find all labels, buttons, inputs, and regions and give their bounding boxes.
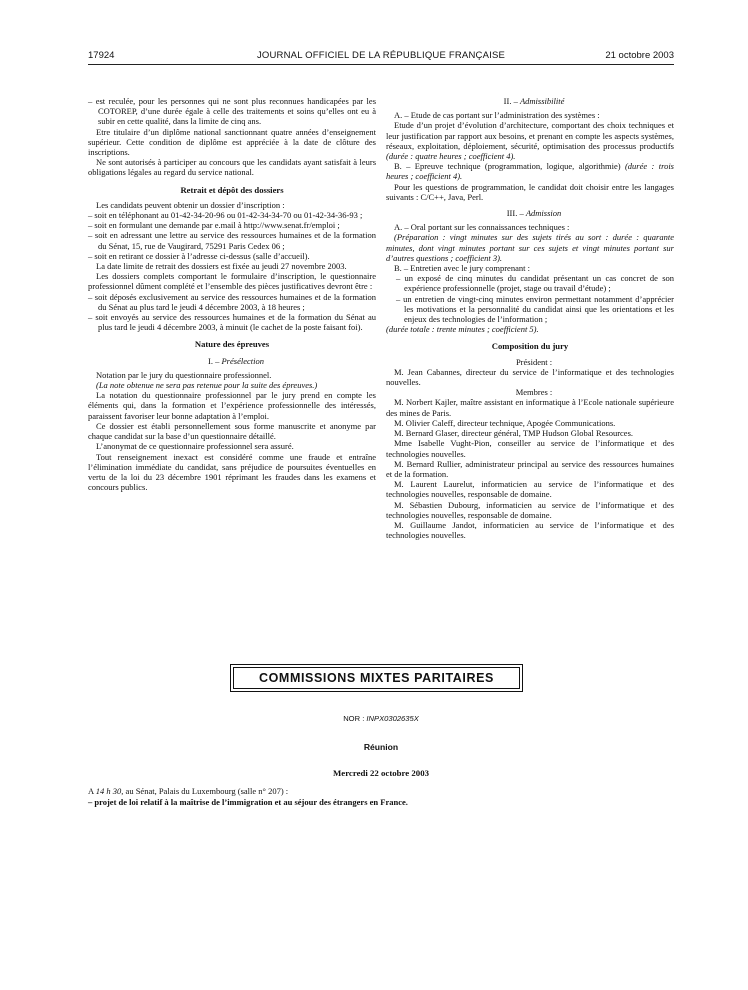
dash-expose: – un exposé de cinq minutes du candidat présentant un cas concret de son expérience professionnelle (projet, stage ou travail d’étude) ; — [396, 273, 674, 294]
heading-composition-jury: Composition du jury — [491, 341, 569, 352]
jury-member: M. Bernard Glaser, directeur général, TMP Hudson Global Resources. — [394, 428, 634, 439]
dash-lettre: – soit en adressant une lettre au service des ressources humaines et de la formation du Sénat, 15, rue de Vaugirard, 75291 Paris Cedex 06 ; — [88, 230, 376, 251]
location-rest: , au Sénat, Palais du Luxembourg (salle n° 207) : — [121, 786, 289, 796]
section-title: Admission — [525, 208, 562, 219]
paragraph-langages: Pour les questions de programmation, le candidat doit choisir entre les langages suivants : C/C++, Java, Perl. — [386, 181, 674, 202]
section-number: II. – — [503, 96, 520, 106]
paragraph-fraude: Tout renseignement inexact est considéré comme une fraude et entraîne l’élimination immédiate du candidat, sans préjudice de poursuites éventuelles en vertu de la loi du 23 décembre 1901 réprimant les fraudes dans les examens et concours publics. — [88, 451, 376, 493]
left-column — [88, 96, 376, 492]
reunion-heading: Réunion — [363, 742, 399, 752]
jury-member: M. Guillaume Jandot, informaticien au service de l’informatique et des technologies nouvelles. — [386, 519, 674, 541]
dash-retirant: – soit en retirant ce dossier à l’adresse ci-dessus (salle d’accueil). — [88, 250, 310, 261]
projet-text: Etude d’un projet d’évolution d’architecture, comportant des choix techniques et leur justification par rapport aux besoins, et prenant en compte les aspects systèmes, réseaux, exploitation, déploiement, sécurité, optimisation des processus productifs — [386, 120, 674, 151]
dash-entretien: – un entretien de vingt-cinq minutes environ permettant notamment d’apprécier les motivations et la personnalité du candidat ainsi que les orientations et les enjeux des technologies de l’information ; — [396, 293, 674, 325]
section-admission-title — [386, 208, 674, 218]
epreuve-duree: (durée : trois heures ; coefficient 4). — [386, 161, 674, 182]
label-membres: Membres : — [515, 387, 553, 398]
issue-date: 21 octobre 2003 — [605, 50, 674, 61]
heading-nature-epreuves: Nature des épreuves — [194, 339, 270, 350]
heading-retrait-depot: Retrait et dépôt des dossiers — [180, 184, 284, 195]
section-preselection-title — [88, 356, 376, 366]
jury-member: M. Sébastien Dubourg, informaticien au service de l’informatique et des technologies nouvelles, responsable de domaine. — [386, 499, 674, 520]
dash-telephone: – soit en téléphonant au 01-42-34-20-96 ou 01-42-34-34-70 ou 01-42-34-36-93 ; — [88, 210, 363, 221]
right-column — [386, 96, 674, 540]
paragraph-duree-totale: (durée totale : trente minutes ; coefficient 5). — [386, 324, 539, 335]
meeting-location — [88, 786, 674, 796]
dash-envoyes: – soit envoyés au service des ressources humaines et de la formation du Sénat au plus tard le jeudi 4 décembre 2003, à minuit (le cachet de la poste faisant foi). — [88, 312, 376, 333]
journal-title: JOURNAL OFFICIEL DE LA RÉPUBLIQUE FRANÇAISE — [256, 50, 506, 61]
label-president: Président : — [515, 356, 553, 367]
page-number: 17924 — [88, 50, 115, 61]
projet-duree: (durée : quatre heures ; coefficient 4). — [386, 151, 516, 162]
dash-email: – soit en formulant une demande par e.mail à http://www.senat.fr/emploi ; — [88, 220, 340, 231]
paragraph-anonymat: L’anonymat de ce questionnaire professionnel sera assuré. — [96, 441, 294, 452]
paragraph-projet — [386, 120, 674, 161]
paragraph-service-national: Ne sont autorisés à participer au concours que les candidats ayant satisfait à leurs obligations légales au regard du service national. — [88, 157, 376, 178]
paragraph-note-italic: (La note obtenue ne sera pas retenue pour la suite des épreuves.) — [96, 380, 318, 391]
paragraph-entretien: B. – Entretien avec le jury comprenant : — [394, 263, 530, 274]
paragraph-preparation: (Préparation : vingt minutes sur des sujets tirés au sort : durée : quarante minutes, dont vingt minutes portant sur ces sujets et vingt minutes portant sur d’autres questions ; coefficient 3). — [386, 232, 674, 263]
jury-member: M. Olivier Caleff, directeur technique, Apogée Communications. — [394, 417, 616, 428]
section-title: Présélection — [221, 355, 264, 366]
meeting-date: Mercredi 22 octobre 2003 — [332, 768, 429, 778]
section-title: Admissibilité — [519, 96, 565, 106]
jury-member: M. Bernard Rullier, administrateur principal au service des ressources humaines et de la formation. — [386, 458, 674, 479]
paragraph-obtenir-dossier: Les candidats peuvent obtenir un dossier d’inscription : — [96, 199, 285, 210]
section-number: III. – — [506, 208, 526, 219]
meeting-agenda-item: – projet de loi relatif à la maîtrise de l’immigration et au séjour des étrangers en France. — [88, 797, 408, 807]
paragraph-epreuve-technique — [386, 161, 674, 181]
nor-value: INPX0302635X — [366, 714, 419, 723]
paragraph-notation-detail: La notation du questionnaire professionnel par le jury prend en compte les éléments qui, dans la formation et l’expérience professionnelle des intéressés, paraissent favoriser leur bonne adaptation à l’emploi. — [88, 390, 376, 421]
header-rule — [88, 64, 674, 65]
paragraph-notation: Notation par le jury du questionnaire professionnel. — [96, 369, 272, 380]
paragraph-oral: A. – Oral portant sur les connaissances techniques : — [394, 222, 570, 233]
jury-member: M. Laurent Laurelut, informaticien au service de l’informatique et des technologies nouvelles, responsable de domaine. — [386, 479, 674, 500]
paragraph-dossiers-complets: Les dossiers complets comportant le formulaire d’inscription, le questionnaire professionnel dûment complété et l’ensemble des pièces justificatives devront être : — [88, 271, 376, 292]
paragraph-manuscrite: Ce dossier est établi personnellement sous forme manuscrite et anonyme par chaque candidat sur la base d’un questionnaire détaillé. — [88, 420, 376, 442]
nor-label: NOR : — [343, 714, 367, 723]
section-admissibilite-title — [386, 96, 674, 106]
jury-member: Mme Isabelle Vught-Pion, conseiller au service de l’informatique et des technologies nouvelles. — [386, 438, 674, 459]
location-prefix: A — [88, 786, 96, 796]
meeting-time: 14 h 30 — [95, 786, 122, 796]
section-number: I. – — [208, 355, 222, 366]
dash-deposes: – soit déposés exclusivement au service des ressources humaines et de la formation du Sénat au plus tard le jeudi 4 décembre 2003, à 18 heures ; — [88, 291, 376, 312]
nor-reference — [88, 714, 674, 723]
commissions-banner-title: COMMISSIONS MIXTES PARITAIRES — [233, 667, 520, 689]
paragraph-etude-cas: A. – Etude de cas portant sur l’administration des systèmes : — [394, 110, 600, 121]
epreuve-text: B. – Epreuve technique (programmation, logique, algorithmie) — [394, 161, 625, 172]
paragraph-date-limite: La date limite de retrait des dossiers est fixée au jeudi 27 novembre 2003. — [96, 261, 347, 272]
page-header — [88, 50, 674, 64]
intro-dash-item: – est reculée, pour les personnes qui ne sont plus reconnues handicapées par les COTOREP, d’une durée égale à celle des traitements et soins qu’elles ont eu à subir en cette qualité, dans la limite de cinq ans. — [88, 96, 376, 127]
jury-member: M. Jean Cabannes, directeur du service de l’informatique et des technologies nouvelles. — [386, 366, 674, 388]
paragraph-diplome: Etre titulaire d’un diplôme national sanctionnant quatre années d’enseignement supérieur. Cette condition de diplôme est appréciée à la date de clôture des inscriptions. — [88, 126, 376, 158]
commissions-banner — [230, 664, 523, 692]
jury-member: M. Norbert Kajler, maître assistant en informatique à l’Ecole nationale supérieure des mines de Paris. — [386, 397, 674, 418]
